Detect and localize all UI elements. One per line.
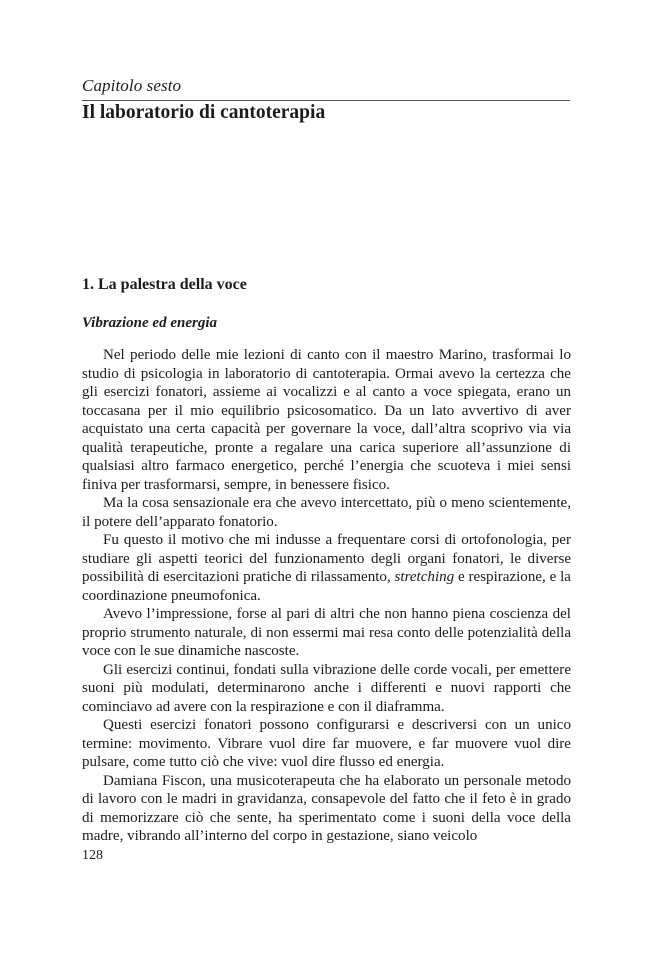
chapter-label: Capitolo sesto	[82, 76, 182, 95]
paragraph-4: Avevo l’impressione, forse al pari di altri che non hanno piena coscienza del proprio strumento naturale, di non essermi mai resa conto delle potenzialità della voce con le sue dinamiche nascoste.	[82, 606, 571, 659]
page-number: 128	[82, 848, 103, 863]
italic-term: stretching	[394, 569, 455, 585]
header-rule	[82, 100, 570, 101]
chapter-title: Il laboratorio di cantoterapia	[82, 102, 326, 123]
paragraph-5: Gli esercizi continui, fondati sulla vibrazione delle corde vocali, per emettere suoni più modulati, determinarono anche i differenti e nuovi rapporti che cominciavo ad avere con la respirazione e con il diaframma.	[82, 661, 571, 715]
section-heading: 1. La palestra della voce	[82, 276, 247, 293]
paragraph-3: Fu questo il motivo che mi indusse a frequentare corsi di ortofonologia, per studiare gli aspetti teorici del funzionamento degli organi fonatori, le diverse possibilità di esercitazioni pratiche di rilassamento, stretching e respirazione, e la coordinazione pneumofonica.	[82, 532, 571, 604]
body-text	[82, 346, 571, 846]
paragraph-6: Questi esercizi fonatori possono configurarsi e descriversi con un unico termine: movimento. Vibrare vuol dire far muovere, e far muovere vuol dire pulsare, come tutto ciò che vive: vuol dire flusso ed energia.	[82, 717, 571, 770]
paragraph-7: Damiana Fiscon, una musicoterapeuta che ha elaborato un personale metodo di lavoro con le madri in gravidanza, consapevole del fatto che il feto è in grado di memorizzare ciò che sente, ha sperimentato come i suoni della voce della madre, vibrando all’interno del corpo in gestazione, siano veicolo	[82, 772, 571, 844]
paragraph-1: Nel periodo delle mie lezioni di canto con il maestro Marino, trasformai lo studio di psicologia in laboratorio di cantoterapia. Ormai avevo la certezza che gli esercizi fonatori, assieme ai vocalizzi e al canto a voce spiegata, erano un toccasana per il mio equilibrio psicosomatico. Da un lato avvertivo di aver acquistato una certa capacità per governare la voce, dall’altra scoprivo via via qualità terapeutiche, pronte a regalare una carica superiore all’assunzione di qualsiasi altro farmaco energetico, perché l’energia che scuoteva i miei sensi finiva per trasformarsi, sempre, in benessere fisico.	[82, 347, 571, 493]
subsection-heading: Vibrazione ed energia	[82, 315, 218, 331]
paragraph-2: Ma la cosa sensazionale era che avevo intercettato, più o meno scientemente, il potere dell’apparato fonatorio.	[82, 495, 571, 530]
